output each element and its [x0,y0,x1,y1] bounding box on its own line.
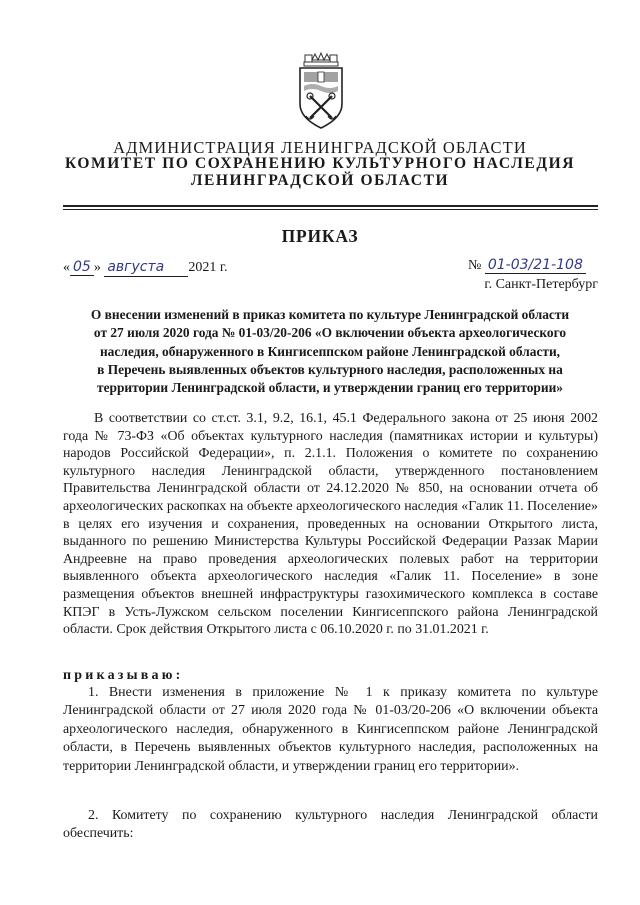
order-item-1: 1. Внести изменения в приложение № 1 к приказу комитета по культуре Ленинградской области от 27 июля 2020 года № 01-03/20-206 «О включении объекта археологического наследия, обнаруженного в Кингисеппском районе Ленинградской области, в Перечень выявленных объектов культурного наследия, расположенных на территории Ленинградской области, и утверждении границ его территории». [63,685,598,774]
date-month: августа [104,258,188,277]
order-word: приказываю: [63,668,184,683]
header-region: ЛЕНИНГРАДСКОЙ ОБЛАСТИ [190,172,450,189]
header-administration: АДМИНИСТРАЦИЯ ЛЕНИНГРАДСКОЙ ОБЛАСТИ [113,138,527,157]
subject-line: от 27 июля 2020 года № 01-03/20-206 «О включении объекта археологического [93,325,567,341]
date-open-quote: « [63,260,70,275]
header-committee: КОМИТЕТ ПО СОХРАНЕНИЮ КУЛЬТУРНОГО НАСЛЕДИЯ [64,155,576,172]
date-year: 2021 г. [188,260,228,275]
order-date [63,258,228,277]
preamble-paragraph: В соответствии со ст.ст. 3.1, 9.2, 16.1, 45.1 Федерального закона от 25 июня 2002 года № 73-ФЗ «Об объектах культурного наследия (памятниках истории и культуры) народов Российской Федерации», п. 2.1.1. Положения о комитете по сохранению культурного наследия Ленинградской области, утвержденного постановлением Правительства Ленинградской области от 24.12.2020 № 850, на основании отчета об археологических раскопках на объекте археологического наследия «Галик 11. Поселение» в целях его изучения и сохранения, проведенных на основании Открытого листа, выданного по решению Министерства Культуры Российской Федерации Раззак Марии Андреевне на право проведения археологических полевых работ на территории выявленного объекта археологического наследия «Галик 11. Поселение» в зоне размещения объектов внешней инфраструктуры газохимического комплекса в составе КПЭГ в Усть-Лужском сельском поселении Кингисеппского района Ленинградской области. Срок действия Открытого листа с 06.10.2020 г. по 31.01.2021 г. [63,411,598,638]
order-number [468,256,586,275]
header-divider-thick [63,205,598,207]
leningrad-oblast-coat-of-arms-icon [296,52,346,132]
subject-line: территории Ленинградской области, и утверждении границ его территории» [97,380,563,396]
subject-line: в Перечень выявленных объектов культурного наследия, расположенных на [97,361,563,377]
subject-line: О внесении изменений в приказ комитета по культуре Ленинградской области [90,307,570,322]
order-number-label: № [468,258,482,273]
order-item-2: 2. Комитету по сохранению культурного наследия Ленинградской области обеспечить: [63,808,598,842]
header-divider-thin [63,209,598,210]
subject-line: наследия, обнаруженного в Кингисеппском районе Ленинградской области, [99,343,561,359]
date-close-quote: » [93,260,101,275]
city-line: г. Санкт-Петербург [484,277,598,292]
document-title: ПРИКАЗ [281,226,359,246]
order-number-value: 01-03/21-108 [485,257,586,274]
order-subject [60,306,600,397]
date-day: 05 [70,259,94,276]
